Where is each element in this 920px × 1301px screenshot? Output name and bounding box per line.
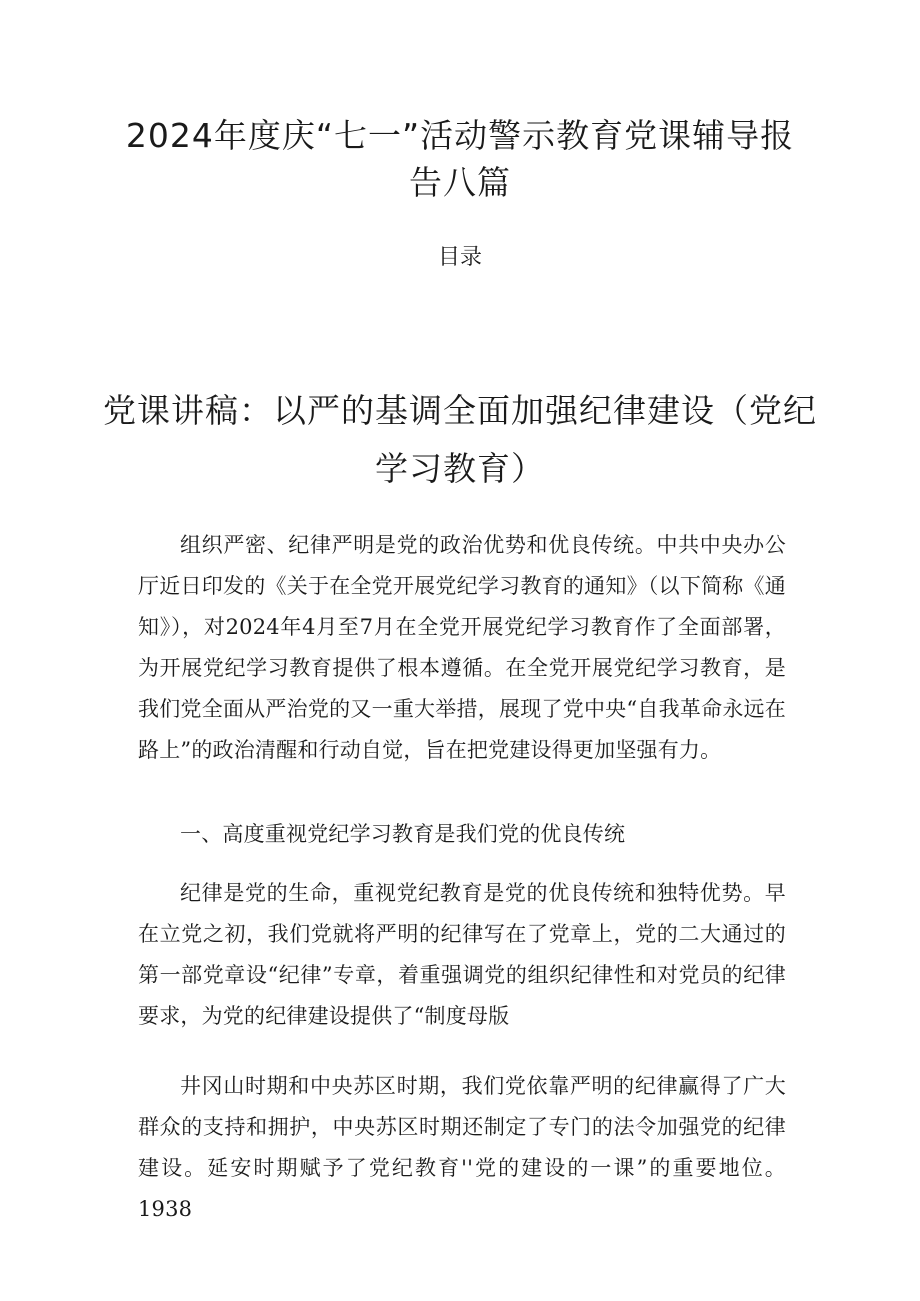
subheading-one: 一、高度重视党纪学习教育是我们党的优良传统: [180, 822, 626, 846]
toc-label: 目录: [437, 245, 482, 270]
paragraph-history: 井冈山时期和中央苏区时期，我们党依靠严明的纪律赢得了广大群众的支持和拥护，中央苏区时期还制定了专门的法令加强党的纪律建设。延安时期赋予了党纪教育''党的建设的一课”的重要地位。1938: [138, 1074, 786, 1221]
paragraph-intro: 组织严密、纪律严明是党的政治优势和优良传统。中共中央办公厅近日印发的《关于在全党开展党纪学习教育的通知》（以下简称《通知》），对2024年4月至7月在全党开展党纪学习教育作了全面部署，为开展党纪学习教育提供了根本遵循。在全党开展党纪学习教育，是我们党全面从严治党的又一重大举措，展现了党中央“自我革命永远在路上”的政治清醒和行动自觉，旨在把党建设得更加坚强有力。: [138, 533, 786, 762]
section-title: 党课讲稿：以严的基调全面加强纪律建设（党纪学习教育）: [103, 391, 817, 488]
paragraph-discipline: 纪律是党的生命，重视党纪教育是党的优良传统和独特优势。早在立党之初，我们党就将严明的纪律写在了党章上，党的二大通过的第一部党章设“纪律”专章，着重强调党的组织纪律性和对党员的纪律要求，为党的纪律建设提供了“制度母版: [138, 881, 786, 1028]
document-title: 2024年度庆“七一”活动警示教育党课辅导报告八篇: [125, 116, 795, 202]
